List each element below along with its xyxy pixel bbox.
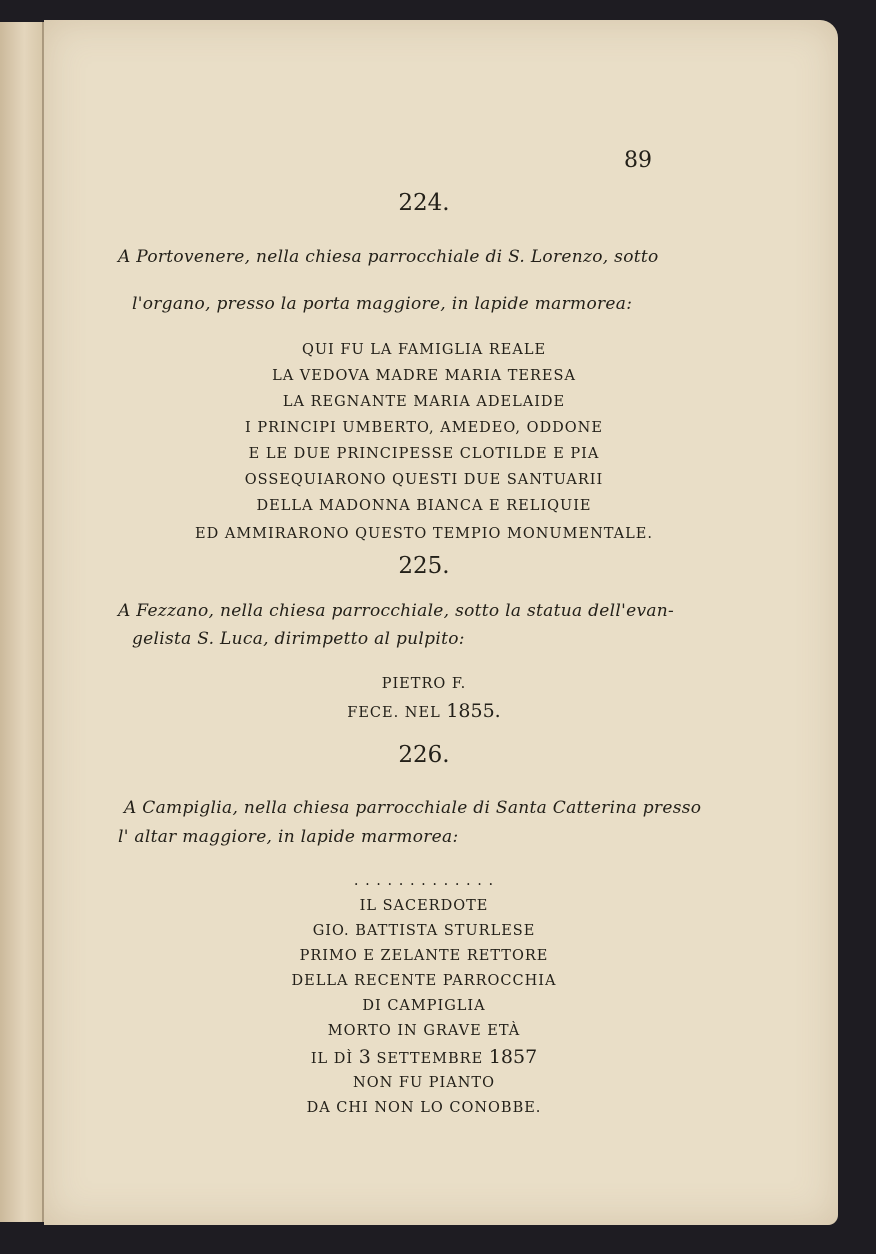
inscription-226-day-prefix: IL DÌ (310, 1051, 354, 1067)
inscription-226-line-2: GIO. BATTISTA STURLESE (312, 923, 536, 939)
inscription-225-line-1: PIETRO F. (381, 676, 467, 692)
inscription-226-line-9: DA CHI NON LO CONOBBE. (306, 1100, 542, 1116)
inscription-226-line-5: DI CAMPIGLIA (362, 998, 486, 1014)
inscription-225-year: 1855. (446, 700, 501, 722)
section-number-225: 225. (398, 553, 450, 579)
page-text-block (104, 20, 744, 1225)
inscription-224-line-7: DELLA MADONNA BIANCA E RELIQUIE (256, 498, 592, 514)
book-page (44, 20, 838, 1225)
inscription-225-text: FECE. NEL (347, 705, 441, 721)
section-number-224: 224. (398, 190, 450, 216)
inscription-226-date-line (104, 1046, 744, 1068)
facing-page-edge (0, 22, 46, 1222)
inscription-226-line-8: NON FU PIANTO (353, 1075, 495, 1091)
section-224-description-line-2: l'organo, presso la porta maggiore, in lapide marmorea: (132, 294, 633, 314)
inscription-224-line-4: I PRINCIPI UMBERTO, AMEDEO, ODDONE (245, 420, 603, 436)
section-number-226: 226. (398, 742, 450, 768)
inscription-226-year: 1857 (488, 1046, 538, 1068)
inscription-226-month: SETTEMBRE (376, 1051, 484, 1067)
inscription-224-line-1: QUI FU LA FAMIGLIA REALE (301, 342, 547, 358)
page-number: 89 (624, 148, 652, 173)
inscription-224-line-2: LA VEDOVA MADRE MARIA TERESA (272, 368, 576, 384)
inscription-224-line-3: LA REGNANTE MARIA ADELAIDE (282, 394, 566, 410)
inscription-226-day: 3 (358, 1046, 371, 1068)
section-225-description-line-1: A Fezzano, nella chiesa parrocchiale, sotto la statua dell'evan- (118, 601, 675, 621)
inscription-226-line-6: MORTO IN GRAVE ETÀ (327, 1023, 521, 1039)
inscription-225-line-2 (104, 700, 744, 722)
inscription-226-ellipsis: . . . . . . . . . . . . . (353, 873, 495, 889)
inscription-224-line-8: ED AMMIRARONO QUESTO TEMPIO MONUMENTALE. (195, 526, 653, 542)
inscription-226-line-1: IL SACERDOTE (359, 898, 489, 914)
section-224-description-line-1: A Portovenere, nella chiesa parrocchiale di S. Lorenzo, sotto (118, 247, 659, 267)
inscription-226-line-3: PRIMO E ZELANTE RETTORE (299, 948, 549, 964)
inscription-224-line-5: E LE DUE PRINCIPESSE CLOTILDE E PIA (248, 446, 600, 462)
section-226-description-line-2: l' altar maggiore, in lapide marmorea: (118, 827, 459, 847)
inscription-226-line-4: DELLA RECENTE PARROCCHIA (291, 973, 557, 989)
section-225-description-line-2: gelista S. Luca, dirimpetto al pulpito: (132, 629, 465, 649)
inscription-224-line-6: OSSEQUIARONO QUESTI DUE SANTUARII (244, 472, 604, 488)
section-226-description-line-1: A Campiglia, nella chiesa parrocchiale di Santa Catterina presso (124, 798, 702, 818)
